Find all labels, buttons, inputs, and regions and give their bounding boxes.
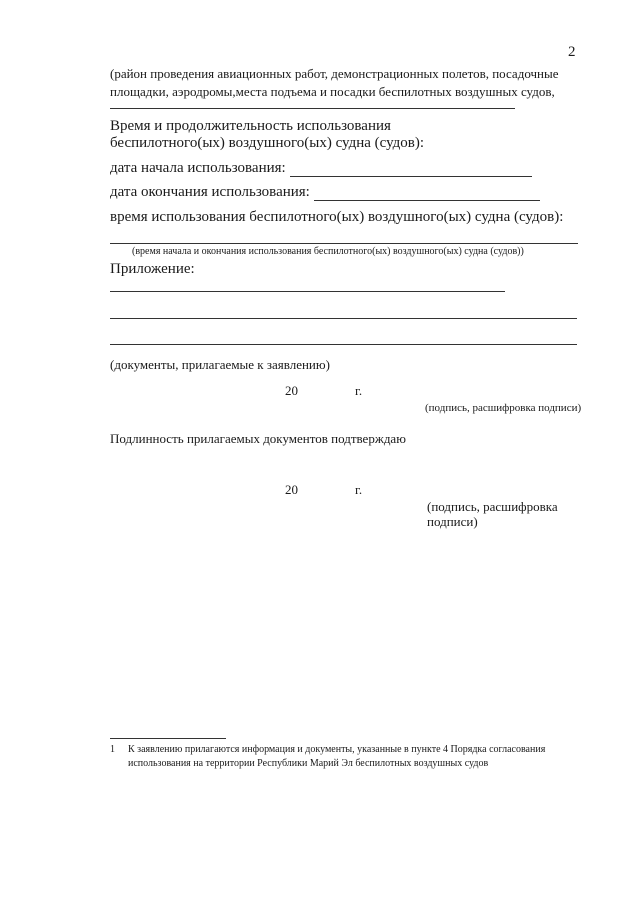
- date-year-1: 20: [285, 383, 298, 398]
- attachment-field-2[interactable]: [110, 318, 577, 319]
- signature-caption-1: (подпись, расшифровка подписи): [425, 402, 582, 414]
- area-description-line-2: площадки, аэродромы,места подъема и посадки беспилотных воздушных судов,: [110, 84, 555, 99]
- start-date-field[interactable]: [290, 176, 532, 177]
- time-heading-line-2: беспилотного(ых) воздушного(ых) судна (судов):: [110, 135, 425, 151]
- end-date-label: дата окончания использования:: [110, 184, 310, 200]
- start-date-label: дата начала использования:: [110, 160, 286, 176]
- footnote-separator: [110, 738, 226, 739]
- footnote-marker: 1: [110, 744, 115, 755]
- footnote-line-1: К заявлению прилагаются информация и документы, указанные в пункте 4 Порядка согласования: [128, 744, 546, 755]
- signature-caption-2-line-1: (подпись, расшифровка: [427, 499, 558, 514]
- end-date-field[interactable]: [314, 200, 540, 201]
- date-g-2: г.: [355, 482, 363, 497]
- date-g-1: г.: [355, 383, 363, 398]
- area-description-line-1: (район проведения авиационных работ, демонстрационных полетов, посадочные: [110, 66, 559, 81]
- attachment-field-1[interactable]: [110, 291, 505, 292]
- usage-time-field[interactable]: [110, 243, 578, 244]
- attachment-label: Приложение:: [110, 261, 195, 277]
- area-underline: [110, 108, 515, 109]
- attachment-field-3[interactable]: [110, 344, 577, 345]
- date-year-2: 20: [285, 482, 298, 497]
- footnote-line-2: использования на территории Республики Марий Эл беспилотных воздушных судов: [128, 758, 489, 769]
- page-number: 2: [568, 44, 576, 60]
- authenticity-text: Подлинность прилагаемых документов подтверждаю: [110, 431, 406, 446]
- signature-caption-2-line-2: подписи): [427, 514, 478, 529]
- usage-time-caption: (время начала и окончания использования беспилотного(ых) воздушного(ых) судна (судов)): [132, 246, 524, 257]
- usage-time-label: время использования беспилотного(ых) воздушного(ых) судна (судов):: [110, 209, 564, 225]
- attachment-caption: (документы, прилагаемые к заявлению): [110, 357, 330, 372]
- time-heading-line-1: Время и продолжительность использования: [110, 118, 391, 134]
